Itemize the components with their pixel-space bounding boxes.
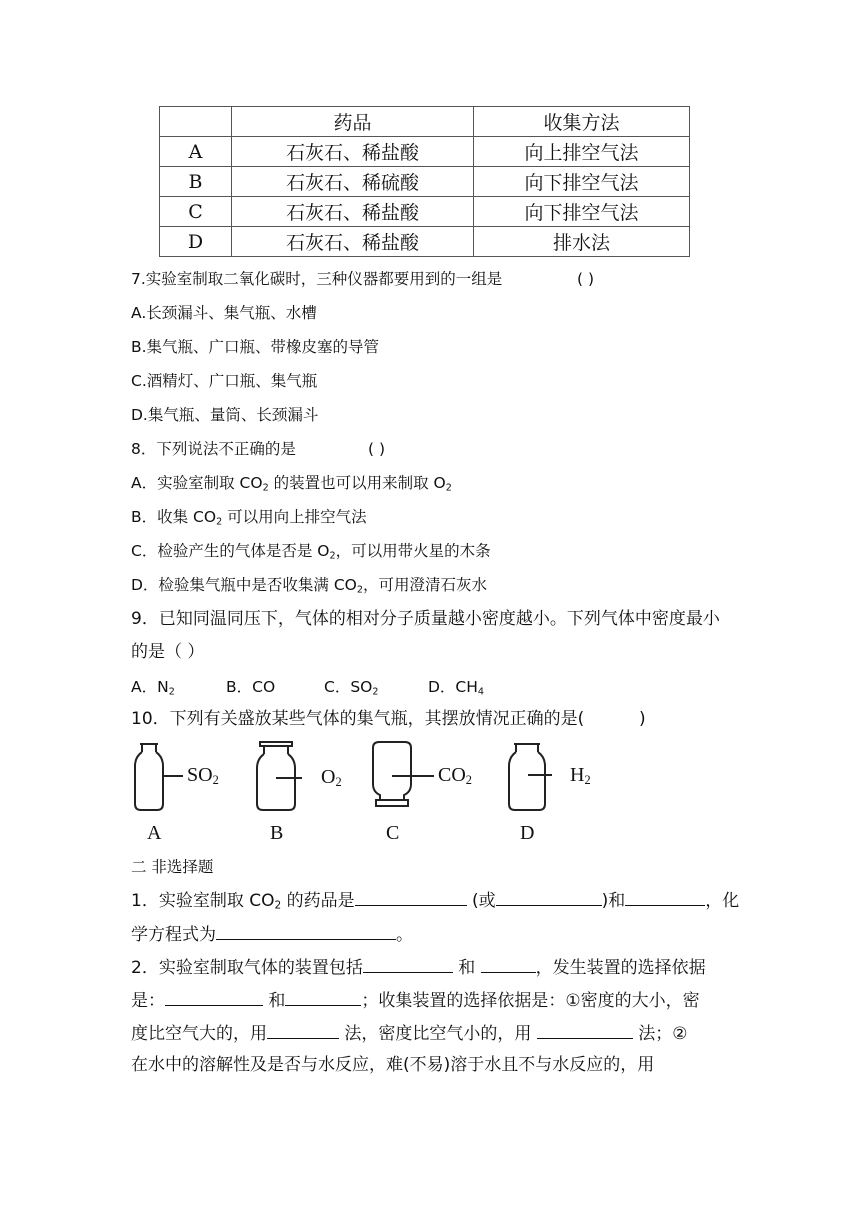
bottle-a bbox=[135, 744, 183, 810]
q8-option-c bbox=[131, 540, 491, 562]
text: ，化 bbox=[705, 891, 740, 911]
q8-option-d-text: D．检验集气瓶中是否收集满 CO bbox=[131, 576, 357, 594]
q8-option-d bbox=[131, 574, 487, 596]
q7-answer-paren: ( ) bbox=[577, 270, 595, 288]
table-cell bbox=[160, 107, 232, 137]
s2-q1-line-2 bbox=[131, 922, 413, 946]
gas-formula: H bbox=[570, 764, 585, 786]
section-2-title: 二 非选择题 bbox=[131, 858, 214, 876]
fill-blank[interactable] bbox=[216, 922, 396, 940]
text: 。 bbox=[396, 925, 413, 945]
bottle-d bbox=[509, 744, 552, 810]
table-cell: 石灰石、稀盐酸 bbox=[232, 197, 474, 227]
q7-option-a: A.长颈漏斗、集气瓶、水槽 bbox=[131, 304, 317, 322]
text: 1．实验室制取 CO bbox=[131, 891, 275, 911]
table-header-row bbox=[160, 107, 690, 137]
option-label: B．CO bbox=[226, 678, 276, 696]
table-header-cell: 收集方法 bbox=[474, 107, 690, 137]
table-cell: 向下排空气法 bbox=[474, 167, 690, 197]
text: 法；② bbox=[632, 1024, 688, 1044]
text: ；收集装置的选择依据是：①密度的大小，密 bbox=[361, 991, 700, 1011]
bottle-a-letter: A bbox=[147, 822, 162, 844]
q8-option-a bbox=[131, 472, 452, 494]
q7-stem-line bbox=[131, 268, 595, 290]
subscript: 2 bbox=[445, 482, 452, 494]
text: ，发生装置的选择依据 bbox=[535, 958, 706, 978]
s2-q2-line-1 bbox=[131, 955, 706, 979]
table-row bbox=[160, 137, 690, 167]
table-cell: B bbox=[160, 167, 232, 197]
q8-option-d-text-2: ，可用澄清石灰水 bbox=[363, 576, 488, 594]
bottle-c-gas-label bbox=[438, 764, 472, 787]
fill-blank[interactable] bbox=[537, 1021, 633, 1039]
q8-stem: 8．下列说法不正确的是 bbox=[131, 440, 296, 458]
table-cell: C bbox=[160, 197, 232, 227]
table-cell: A bbox=[160, 137, 232, 167]
text: 度比空气大的，用 bbox=[131, 1024, 267, 1044]
gas-formula: SO bbox=[187, 764, 213, 786]
text: 法，密度比空气小的，用 bbox=[339, 1024, 537, 1044]
fill-blank[interactable] bbox=[625, 888, 705, 906]
bottle-a-gas-label bbox=[187, 764, 219, 787]
q9-option-b bbox=[226, 676, 275, 698]
fill-blank[interactable] bbox=[481, 955, 536, 973]
text: 和 bbox=[263, 991, 286, 1011]
gas-formula: O bbox=[321, 766, 336, 788]
q8-option-b-text-2: 可以用向上排空气法 bbox=[222, 508, 367, 526]
q7-option-d: D.集气瓶、量筒、长颈漏斗 bbox=[131, 406, 319, 424]
subscript: 2 bbox=[465, 773, 472, 788]
table-cell: 排水法 bbox=[474, 227, 690, 257]
bottle-d-gas-label bbox=[570, 764, 591, 787]
text: 学方程式为 bbox=[131, 925, 216, 945]
table-cell: D bbox=[160, 227, 232, 257]
option-label: C．SO bbox=[324, 678, 373, 696]
subscript: 2 bbox=[329, 550, 336, 562]
subscript: 2 bbox=[274, 899, 282, 912]
q9-option-a bbox=[131, 676, 175, 698]
q7-option-c: C.酒精灯、广口瓶、集气瓶 bbox=[131, 372, 318, 390]
table-cell: 向下排空气法 bbox=[474, 197, 690, 227]
table-row bbox=[160, 167, 690, 197]
q8-stem-line bbox=[131, 438, 386, 460]
q8-option-a-text-2: 的装置也可以用来制取 O bbox=[268, 474, 446, 492]
bottle-c bbox=[373, 742, 434, 806]
text: 2．实验室制取气体的装置包括 bbox=[131, 958, 363, 978]
table-row bbox=[160, 197, 690, 227]
table-cell: 石灰石、稀硫酸 bbox=[232, 167, 474, 197]
q8-option-c-text-2: ，可以用带火星的木条 bbox=[335, 542, 491, 560]
table-cell: 向上排空气法 bbox=[474, 137, 690, 167]
s2-q2-line-3 bbox=[131, 1021, 687, 1045]
text: 是： bbox=[131, 991, 165, 1011]
subscript: 2 bbox=[372, 686, 379, 698]
q10-stem-line bbox=[131, 708, 646, 730]
subscript: 2 bbox=[216, 516, 223, 528]
s2-q2-line-4: 在水中的溶解性及是否与水反应，难(不易)溶于水且不与水反应的，用 bbox=[131, 1055, 655, 1075]
fill-blank[interactable] bbox=[355, 888, 467, 906]
s2-q1-line-1 bbox=[131, 888, 739, 912]
q9-stem-line-1: 9．已知同温同压下，气体的相对分子质量越小密度越小。下列气体中密度最小 bbox=[131, 609, 720, 629]
fill-blank[interactable] bbox=[285, 988, 361, 1006]
bottle-b-gas-label bbox=[321, 766, 342, 789]
subscript: 2 bbox=[335, 775, 342, 790]
q9-stem-line-2: 的是（ ） bbox=[131, 642, 205, 662]
fill-blank[interactable] bbox=[165, 988, 263, 1006]
q7-option-b: B.集气瓶、广口瓶、带橡皮塞的导管 bbox=[131, 338, 380, 356]
q8-option-a-text: A．实验室制取 CO bbox=[131, 474, 263, 492]
text: 的药品是 bbox=[281, 891, 355, 911]
gas-formula: CO bbox=[438, 764, 466, 786]
fill-blank[interactable] bbox=[363, 955, 453, 973]
option-label: D．CH bbox=[428, 678, 478, 696]
q9-option-c bbox=[324, 676, 378, 698]
bottle-d-letter: D bbox=[520, 822, 535, 844]
options-table bbox=[159, 106, 690, 257]
q10-stem: 10．下列有关盛放某些气体的集气瓶，其摆放情况正确的是( bbox=[131, 709, 585, 729]
table-row bbox=[160, 227, 690, 257]
text: (或 bbox=[466, 891, 496, 911]
text: )和 bbox=[601, 891, 626, 911]
table-header-cell: 药品 bbox=[232, 107, 474, 137]
bottle-b bbox=[257, 742, 302, 810]
bottle-b-letter: B bbox=[270, 822, 284, 844]
subscript: 4 bbox=[477, 686, 485, 698]
q8-answer-paren: ( ) bbox=[368, 440, 386, 458]
subscript: 2 bbox=[584, 773, 591, 788]
table-cell: 石灰石、稀盐酸 bbox=[232, 227, 474, 257]
subscript: 2 bbox=[212, 773, 219, 788]
s2-q2-line-2 bbox=[131, 988, 700, 1012]
fill-blank[interactable] bbox=[267, 1021, 339, 1039]
subscript: 2 bbox=[262, 482, 269, 494]
bottle-c-letter: C bbox=[386, 822, 400, 844]
text: 和 bbox=[452, 958, 481, 978]
q8-option-b bbox=[131, 506, 367, 528]
q8-option-c-text: C．检验产生的气体是否是 O bbox=[131, 542, 330, 560]
q10-answer-paren-close: ) bbox=[639, 709, 646, 729]
q8-option-b-text: B．收集 CO bbox=[131, 508, 217, 526]
subscript: 2 bbox=[168, 686, 175, 698]
option-label: A．N bbox=[131, 678, 169, 696]
table-cell: 石灰石、稀盐酸 bbox=[232, 137, 474, 167]
fill-blank[interactable] bbox=[496, 888, 602, 906]
q9-option-d bbox=[428, 676, 484, 698]
subscript: 2 bbox=[356, 584, 363, 596]
q7-stem: 7.实验室制取二氧化碳时，三种仪器都要用到的一组是 bbox=[131, 270, 503, 288]
